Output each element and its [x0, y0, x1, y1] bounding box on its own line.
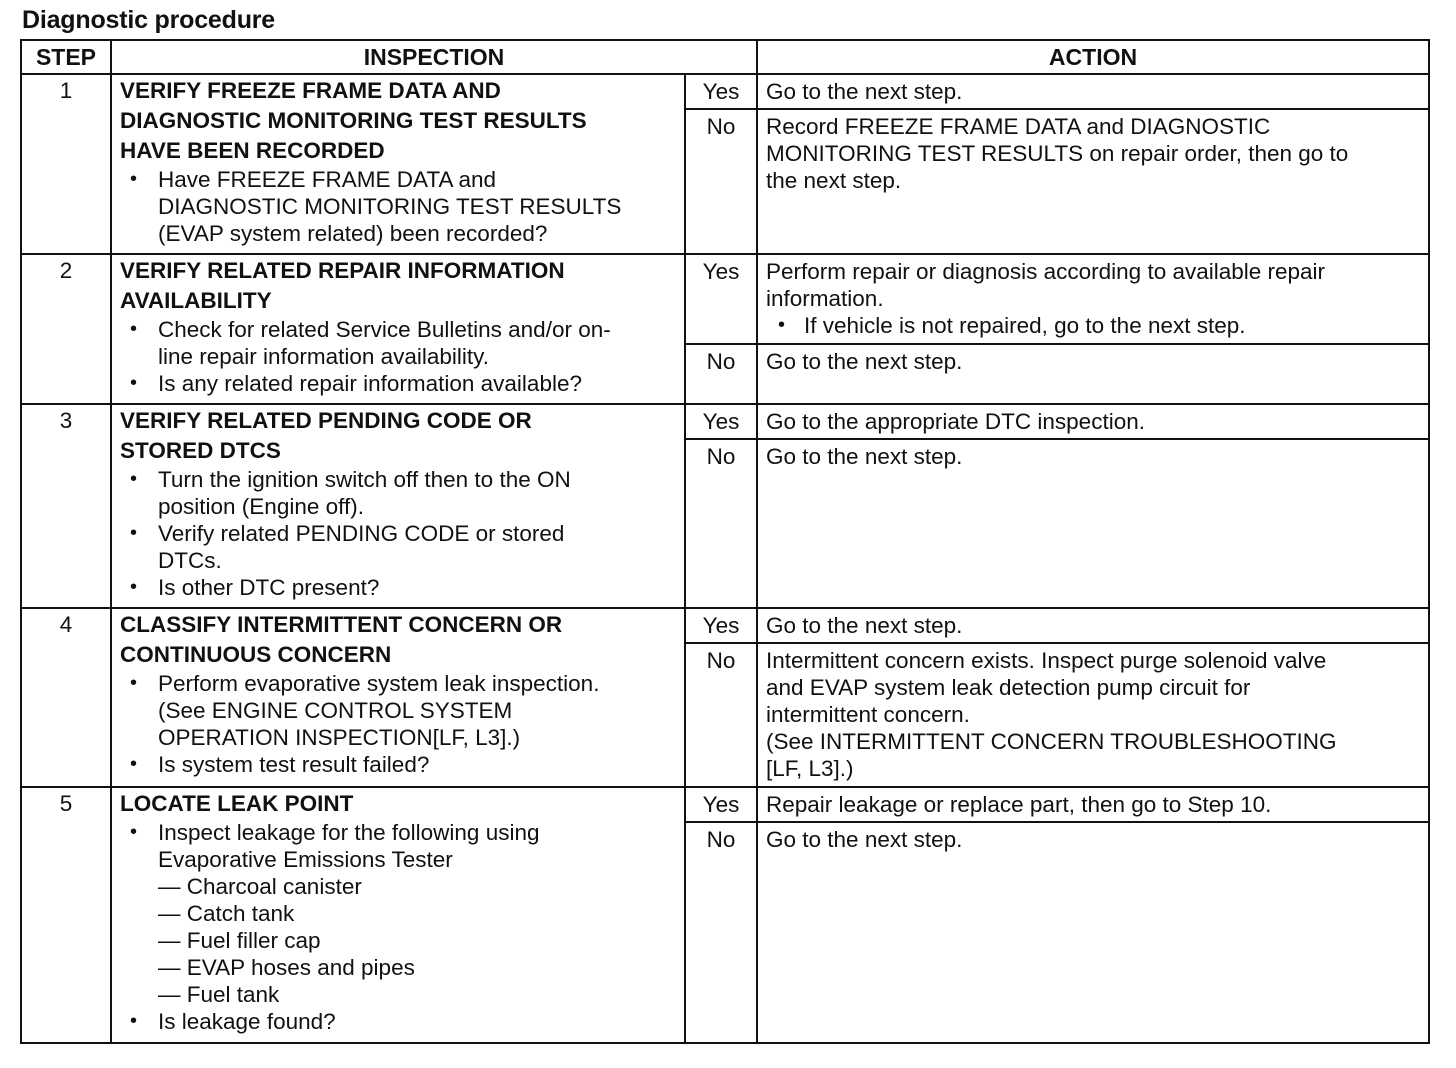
step-heading-line: VERIFY RELATED PENDING CODE OR	[120, 408, 532, 433]
step-number: 4	[21, 608, 111, 787]
inspection-cell	[111, 254, 685, 404]
bullet-line: • Verify related PENDING CODE or stored	[120, 520, 676, 547]
yes-label: Yes	[685, 608, 757, 643]
no-action	[757, 344, 1429, 404]
sub-item: — EVAP hoses and pipes	[158, 955, 415, 980]
step-heading-line: DIAGNOSTIC MONITORING TEST RESULTS	[120, 108, 587, 133]
yes-action	[757, 254, 1429, 344]
bullet-line: (See ENGINE CONTROL SYSTEM	[158, 698, 513, 723]
no-label: No	[685, 439, 757, 608]
action-line: Perform repair or diagnosis according to available repair	[766, 259, 1326, 284]
bullet-line: • Is system test result failed?	[120, 751, 676, 778]
action-line: Go to the next step.	[766, 444, 963, 469]
bullet-line: • Is any related repair information available?	[120, 370, 676, 397]
yes-action	[757, 787, 1429, 822]
action-line: Repair leakage or replace part, then go to Step 10.	[766, 792, 1272, 817]
action-bullet: • If vehicle is not repaired, go to the next step.	[766, 312, 1422, 339]
action-line: Go to the next step.	[766, 827, 963, 852]
yes-label: Yes	[685, 254, 757, 344]
action-header: ACTION	[757, 40, 1429, 74]
bullet-line: • Is leakage found?	[120, 1008, 676, 1035]
step-heading-line: AVAILABILITY	[120, 288, 272, 313]
action-line: Record FREEZE FRAME DATA and DIAGNOSTIC	[766, 114, 1271, 139]
step-row	[21, 254, 1429, 344]
step-row	[21, 404, 1429, 439]
no-label: No	[685, 643, 757, 787]
bullet-line: • Check for related Service Bulletins and/or on-	[120, 316, 676, 343]
bullet-line: • Is other DTC present?	[120, 574, 676, 601]
action-line: intermittent concern.	[766, 702, 970, 727]
no-action	[757, 643, 1429, 787]
diagnostic-table	[20, 39, 1430, 1044]
yes-label: Yes	[685, 787, 757, 822]
page-title: Diagnostic procedure	[22, 6, 275, 34]
action-line: and EVAP system leak detection pump circuit for	[766, 675, 1251, 700]
yes-action	[757, 608, 1429, 643]
inspection-cell	[111, 404, 685, 608]
sub-item: — Fuel tank	[158, 982, 280, 1007]
step-heading-line: STORED DTCS	[120, 438, 281, 463]
yes-action	[757, 404, 1429, 439]
step-header: STEP	[21, 40, 111, 74]
step-number: 2	[21, 254, 111, 404]
action-line: [LF, L3].)	[766, 756, 854, 781]
step-number: 3	[21, 404, 111, 608]
yes-label: Yes	[685, 74, 757, 109]
no-action	[757, 109, 1429, 254]
action-line: Intermittent concern exists. Inspect purge solenoid valve	[766, 648, 1327, 673]
action-line: (See INTERMITTENT CONCERN TROUBLESHOOTING	[766, 729, 1337, 754]
yes-action	[757, 74, 1429, 109]
action-line: information.	[766, 286, 884, 311]
sub-item: — Catch tank	[158, 901, 295, 926]
step-heading-line: VERIFY FREEZE FRAME DATA AND	[120, 78, 501, 103]
bullet-line: • Turn the ignition switch off then to the ON	[120, 466, 676, 493]
inspection-cell	[111, 74, 685, 254]
no-action	[757, 822, 1429, 1043]
bullet-line: line repair information availability.	[158, 344, 489, 369]
yes-label: Yes	[685, 404, 757, 439]
bullet-line: Evaporative Emissions Tester	[158, 847, 453, 872]
step-row	[21, 608, 1429, 643]
step-number: 5	[21, 787, 111, 1043]
sub-item: — Charcoal canister	[158, 874, 362, 899]
step-heading-line: CLASSIFY INTERMITTENT CONCERN OR	[120, 612, 563, 637]
step-heading-line: CONTINUOUS CONCERN	[120, 642, 392, 667]
bullet-line: DIAGNOSTIC MONITORING TEST RESULTS	[158, 194, 622, 219]
action-line: Go to the next step.	[766, 349, 963, 374]
inspection-header: INSPECTION	[111, 40, 757, 74]
bullet-line: (EVAP system related) been recorded?	[158, 221, 548, 246]
step-row	[21, 74, 1429, 109]
no-action	[757, 439, 1429, 608]
bullet-line: OPERATION INSPECTION[LF, L3].)	[158, 725, 521, 750]
step-heading-line: HAVE BEEN RECORDED	[120, 138, 385, 163]
action-line: Go to the next step.	[766, 613, 963, 638]
bullet-line: DTCs.	[158, 548, 222, 573]
bullet-line: • Perform evaporative system leak inspection.	[120, 670, 676, 697]
table-header-row	[21, 40, 1429, 74]
step-number: 1	[21, 74, 111, 254]
inspection-cell	[111, 787, 685, 1043]
bullet-line: • Inspect leakage for the following using	[120, 819, 676, 846]
action-line: Go to the next step.	[766, 79, 963, 104]
step-heading-line: VERIFY RELATED REPAIR INFORMATION	[120, 258, 565, 283]
action-line: Go to the appropriate DTC inspection.	[766, 409, 1145, 434]
sub-item: — Fuel filler cap	[158, 928, 321, 953]
action-line: the next step.	[766, 168, 902, 193]
no-label: No	[685, 344, 757, 404]
inspection-cell	[111, 608, 685, 787]
bullet-line: position (Engine off).	[158, 494, 364, 519]
step-row	[21, 787, 1429, 822]
no-label: No	[685, 822, 757, 1043]
action-line: MONITORING TEST RESULTS on repair order, then go to	[766, 141, 1349, 166]
bullet-line: • Have FREEZE FRAME DATA and	[120, 166, 676, 193]
step-heading-line: LOCATE LEAK POINT	[120, 791, 354, 816]
no-label: No	[685, 109, 757, 254]
